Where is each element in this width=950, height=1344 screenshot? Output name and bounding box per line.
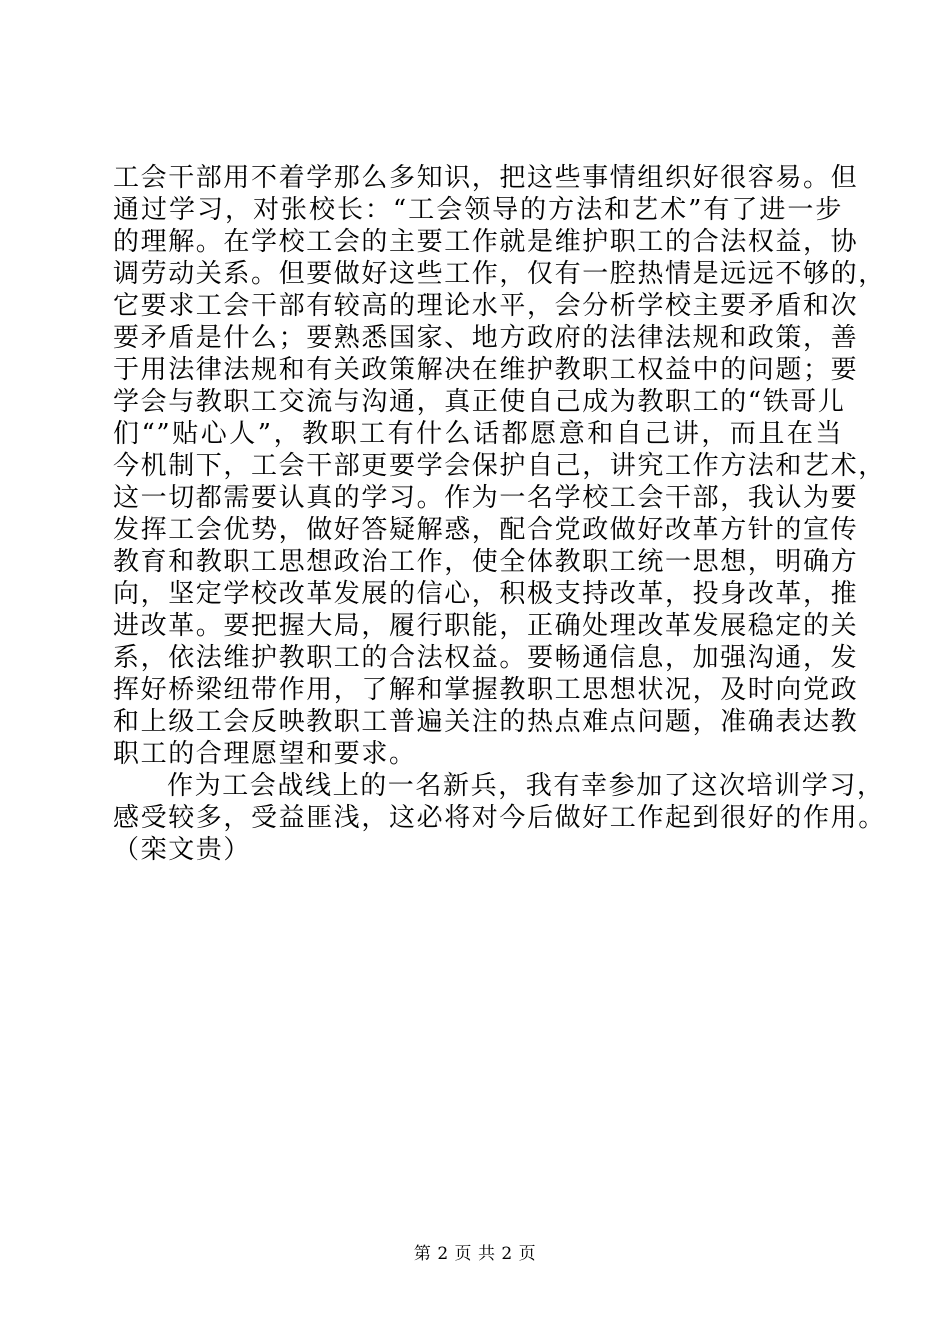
text-line: 挥好桥梁纽带作用，了解和掌握教职工思想状况，及时向党政 (113, 675, 859, 705)
text-line: 于用法律法规和有关政策解决在维护教职工权益中的问题；要 (113, 355, 859, 385)
text-line: 这一切都需要认真的学习。作为一名学校工会干部，我认为要 (113, 483, 859, 513)
text-line: 通过学习，对张校长：“工会领导的方法和艺术”有了进一步 (113, 195, 843, 225)
text-line: 学会与教职工交流与沟通，真正使自己成为教职工的“铁哥儿 (113, 387, 846, 417)
text-line: 教育和教职工思想政治工作，使全体教职工统一思想，明确方 (113, 547, 859, 577)
text-line: 们“”贴心人”，教职工有什么话都愿意和自己讲，而且在当 (113, 419, 843, 449)
text-line: 要矛盾是什么；要熟悉国家、地方政府的法律法规和政策，善 (113, 323, 859, 353)
text-line: 进改革。要把握大局，履行职能，正确处理改革发展稳定的关 (113, 611, 859, 641)
text-line: 职工的合理愿望和要求。 (113, 739, 417, 769)
text-line: 向，坚定学校改革发展的信心，积极支持改革，投身改革，推 (113, 579, 859, 609)
text-line: 作为工会战线上的一名新兵，我有幸参加了这次培训学习， (167, 771, 885, 801)
page-number-footer: 第 2 页 共 2 页 (413, 1244, 537, 1264)
author-signature: （栾文贵） (113, 835, 252, 865)
text-line: 今机制下，工会干部更要学会保护自己，讲究工作方法和艺术， (113, 451, 886, 481)
text-line: 的理解。在学校工会的主要工作就是维护职工的合法权益，协 (113, 227, 859, 257)
text-line: 和上级工会反映教职工普遍关注的热点难点问题，准确表达教 (113, 707, 859, 737)
document-body (113, 162, 886, 866)
text-line: 系，依法维护教职工的合法权益。要畅通信息，加强沟通，发 (113, 643, 859, 673)
text-line: 它要求工会干部有较高的理论水平，会分析学校主要矛盾和次 (113, 291, 859, 321)
text-line: 调劳动关系。但要做好这些工作，仅有一腔热情是远远不够的， (113, 259, 886, 289)
text-line: 感受较多，受益匪浅，这必将对今后做好工作起到很好的作用。 (113, 803, 886, 833)
text-line: 发挥工会优势，做好答疑解惑，配合党政做好改革方针的宣传 (113, 515, 859, 545)
text-line: 工会干部用不着学那么多知识，把这些事情组织好很容易。但 (113, 163, 859, 193)
